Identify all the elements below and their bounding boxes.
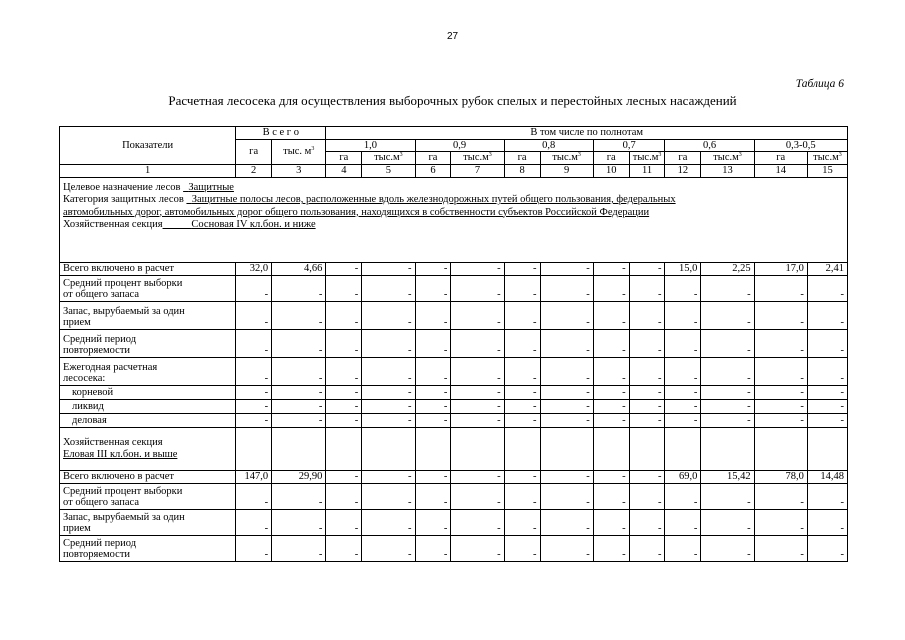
cell-value: - — [629, 301, 665, 329]
cell-value: - — [754, 535, 807, 561]
cell-value: 15,42 — [701, 470, 754, 483]
cell-value: - — [326, 357, 362, 385]
cell-value: - — [629, 413, 665, 427]
cell-value: - — [415, 483, 451, 509]
cell-value: - — [629, 385, 665, 399]
column-number: 11 — [629, 164, 665, 177]
cell-value: - — [326, 399, 362, 413]
cell-value: - — [415, 357, 451, 385]
cell-value: - — [451, 535, 504, 561]
cell-value: - — [272, 509, 326, 535]
table-row — [60, 399, 848, 413]
table-row — [60, 301, 848, 329]
cell-value: 4,66 — [272, 262, 326, 275]
cell-value: - — [701, 301, 754, 329]
cell-value: - — [415, 399, 451, 413]
cell-value: - — [629, 509, 665, 535]
empty-cell — [754, 427, 807, 470]
column-number: 8 — [504, 164, 540, 177]
cell-value: - — [504, 470, 540, 483]
cell-value: - — [272, 329, 326, 357]
cell-value: - — [451, 385, 504, 399]
cell-value: - — [236, 357, 272, 385]
cell-value: - — [326, 329, 362, 357]
cell-value: - — [504, 357, 540, 385]
column-number: 13 — [701, 164, 754, 177]
row-label: Всего включено в расчет — [60, 262, 236, 275]
column-number: 7 — [451, 164, 504, 177]
cell-value: 15,0 — [665, 262, 701, 275]
cell-value: - — [236, 509, 272, 535]
cell-value: 78,0 — [754, 470, 807, 483]
table-row — [60, 385, 848, 399]
column-number: 12 — [665, 164, 701, 177]
cell-value: - — [326, 275, 362, 301]
cell-value: - — [540, 357, 593, 385]
cell-value: - — [701, 399, 754, 413]
cell-value: 32,0 — [236, 262, 272, 275]
cell-value: - — [754, 509, 807, 535]
empty-cell — [629, 427, 665, 470]
row-label: корневой — [60, 385, 236, 399]
cell-value: - — [272, 301, 326, 329]
row-label: Запас, вырубаемый за один прием — [60, 301, 236, 329]
header-unit-ha: га — [593, 152, 629, 165]
cell-value: - — [754, 483, 807, 509]
table-row — [60, 357, 848, 385]
cell-value: - — [362, 262, 415, 275]
cell-value: - — [540, 301, 593, 329]
cell-value: - — [504, 329, 540, 357]
cell-value: - — [362, 399, 415, 413]
cell-value: - — [807, 385, 847, 399]
cell-value: - — [451, 301, 504, 329]
cell-value: 2,41 — [807, 262, 847, 275]
empty-cell — [451, 427, 504, 470]
cell-value: 29,90 — [272, 470, 326, 483]
cell-value: - — [362, 385, 415, 399]
cell-value: - — [701, 509, 754, 535]
column-number: 6 — [415, 164, 451, 177]
header-density-2: 0,8 — [504, 139, 593, 152]
cell-value: - — [701, 483, 754, 509]
cell-value: - — [326, 385, 362, 399]
column-number: 4 — [326, 164, 362, 177]
cell-value: - — [665, 275, 701, 301]
header-density-0: 1,0 — [326, 139, 415, 152]
cell-value: - — [807, 399, 847, 413]
cell-value: - — [701, 385, 754, 399]
cell-value: - — [326, 470, 362, 483]
header-unit-ha: га — [415, 152, 451, 165]
cell-value: - — [807, 357, 847, 385]
cell-value: - — [754, 357, 807, 385]
cell-value: - — [807, 535, 847, 561]
header-unit-volume: $тыс.м^3$ — [451, 152, 504, 165]
cell-value: - — [504, 301, 540, 329]
row-label: Ежегодная расчетная лесосека: — [60, 357, 236, 385]
cell-value: - — [415, 262, 451, 275]
row-label: ликвид — [60, 399, 236, 413]
header-total-ha: га — [236, 139, 272, 164]
section-header: Хозяйственная секция Еловая III кл.бон. и выше — [60, 427, 236, 470]
cell-value: - — [593, 399, 629, 413]
cell-value: - — [754, 385, 807, 399]
empty-cell — [701, 427, 754, 470]
empty-cell — [362, 427, 415, 470]
header-density-3: 0,7 — [593, 139, 665, 152]
cell-value: - — [665, 329, 701, 357]
cell-value: - — [272, 399, 326, 413]
empty-cell — [665, 427, 701, 470]
cell-value: - — [504, 535, 540, 561]
cell-value: - — [593, 509, 629, 535]
cell-value: - — [593, 535, 629, 561]
cell-value: - — [326, 413, 362, 427]
cell-value: - — [451, 329, 504, 357]
cell-value: - — [236, 385, 272, 399]
cell-value: - — [326, 535, 362, 561]
header-indicators: Показатели — [60, 127, 236, 165]
cell-value: - — [629, 535, 665, 561]
cell-value: - — [593, 329, 629, 357]
cell-value: - — [504, 275, 540, 301]
cell-value: - — [754, 329, 807, 357]
cell-value: - — [540, 483, 593, 509]
cell-value: - — [272, 275, 326, 301]
cell-value: - — [451, 399, 504, 413]
cell-value: - — [362, 301, 415, 329]
column-number: 14 — [754, 164, 807, 177]
cell-value: - — [451, 275, 504, 301]
cell-value: - — [540, 329, 593, 357]
cell-value: - — [629, 470, 665, 483]
table-row — [60, 509, 848, 535]
row-label: Всего включено в расчет — [60, 470, 236, 483]
cell-value: - — [807, 329, 847, 357]
cell-value: - — [326, 262, 362, 275]
cell-value: - — [451, 357, 504, 385]
cell-value: - — [362, 535, 415, 561]
cell-value: - — [754, 399, 807, 413]
table-row — [60, 413, 848, 427]
column-number: 2 — [236, 164, 272, 177]
cell-value: - — [272, 413, 326, 427]
cell-value: - — [665, 357, 701, 385]
cell-value: - — [629, 329, 665, 357]
cell-value: - — [540, 262, 593, 275]
cell-value: - — [272, 357, 326, 385]
empty-cell — [593, 427, 629, 470]
header-unit-ha: га — [326, 152, 362, 165]
cell-value: - — [807, 509, 847, 535]
cell-value: - — [415, 275, 451, 301]
empty-cell — [415, 427, 451, 470]
cell-value: - — [540, 470, 593, 483]
cell-value: - — [754, 301, 807, 329]
cell-value: - — [593, 357, 629, 385]
cell-value: - — [326, 483, 362, 509]
cell-value: - — [415, 413, 451, 427]
table-row — [60, 470, 848, 483]
cell-value: - — [504, 385, 540, 399]
header-unit-ha: га — [504, 152, 540, 165]
cell-value: - — [504, 399, 540, 413]
table-row — [60, 262, 848, 275]
table-row — [60, 483, 848, 509]
cell-value: - — [807, 413, 847, 427]
cell-value: - — [701, 413, 754, 427]
table-row — [60, 535, 848, 561]
table-row — [60, 275, 848, 301]
header-unit-volume: $тыс.м^3$ — [807, 152, 847, 165]
cell-value: - — [629, 483, 665, 509]
column-number: 15 — [807, 164, 847, 177]
empty-cell — [272, 427, 326, 470]
cell-value: - — [665, 509, 701, 535]
cell-value: - — [272, 385, 326, 399]
allowable-cut-table — [59, 126, 848, 562]
header-unit-volume: $тыс.м^3$ — [701, 152, 754, 165]
cell-value: - — [451, 413, 504, 427]
cell-value: - — [236, 301, 272, 329]
cell-value: - — [272, 483, 326, 509]
cell-value: - — [593, 483, 629, 509]
header-unit-ha: га — [754, 152, 807, 165]
cell-value: - — [504, 413, 540, 427]
header-density-1: 0,9 — [415, 139, 504, 152]
cell-value: - — [665, 483, 701, 509]
page-number: 27 — [446, 31, 459, 42]
cell-value: - — [504, 262, 540, 275]
cell-value: - — [754, 275, 807, 301]
cell-value: - — [451, 262, 504, 275]
cell-value: - — [415, 535, 451, 561]
table-label: Таблица 6 — [795, 78, 844, 90]
row-label: Средний период повторяемости — [60, 329, 236, 357]
cell-value: - — [540, 535, 593, 561]
cell-value: - — [701, 357, 754, 385]
cell-value: - — [701, 329, 754, 357]
empty-cell — [807, 427, 847, 470]
header-unit-ha: га — [665, 152, 701, 165]
cell-value: - — [362, 329, 415, 357]
cell-value: - — [451, 470, 504, 483]
cell-value: - — [540, 509, 593, 535]
cell-value: - — [326, 509, 362, 535]
cell-value: - — [451, 483, 504, 509]
empty-cell — [326, 427, 362, 470]
header-unit-volume: $тыс.м^3$ — [362, 152, 415, 165]
cell-value: - — [807, 275, 847, 301]
cell-value: 69,0 — [665, 470, 701, 483]
cell-value: - — [362, 470, 415, 483]
cell-value: - — [593, 275, 629, 301]
empty-cell — [236, 427, 272, 470]
cell-value: - — [236, 275, 272, 301]
section-header: Целевое назначение лесов Защитные Категория защитных лесов Защитные полосы лесов, расположенные вдоль железнодорожных путей общего пользования, федеральных автомобильных дорог, автомобильных дорог общего пользования, находящихся в собственности субъектов Российской Федерации Хозяйственная секция Сосновая IV кл.бон. и ниже — [60, 177, 848, 262]
cell-value: - — [236, 329, 272, 357]
cell-value: - — [593, 470, 629, 483]
cell-value: - — [629, 275, 665, 301]
cell-value: - — [415, 329, 451, 357]
cell-value: - — [415, 301, 451, 329]
page-title: Расчетная лесосека для осуществления выборочных рубок спелых и перестойных лесных насаждений — [168, 93, 737, 108]
column-number: 5 — [362, 164, 415, 177]
column-number: 10 — [593, 164, 629, 177]
row-label: Запас, вырубаемый за один прием — [60, 509, 236, 535]
header-total: В с е г о — [236, 127, 326, 140]
table-row — [60, 329, 848, 357]
cell-value: - — [236, 483, 272, 509]
cell-value: - — [807, 483, 847, 509]
cell-value: - — [236, 535, 272, 561]
cell-value: 17,0 — [754, 262, 807, 275]
cell-value: - — [665, 301, 701, 329]
cell-value: 147,0 — [236, 470, 272, 483]
cell-value: - — [272, 535, 326, 561]
cell-value: - — [540, 413, 593, 427]
cell-value: - — [593, 413, 629, 427]
column-number: 1 — [60, 164, 236, 177]
cell-value: - — [701, 535, 754, 561]
empty-cell — [504, 427, 540, 470]
cell-value: - — [451, 509, 504, 535]
cell-value: - — [540, 385, 593, 399]
header-unit-volume: $тыс.м^3$ — [629, 152, 665, 165]
cell-value: - — [236, 399, 272, 413]
row-label: Средний процент выборки от общего запаса — [60, 483, 236, 509]
cell-value: - — [754, 413, 807, 427]
cell-value: - — [665, 399, 701, 413]
header-total-volume: тыс. $м^3$ — [272, 139, 326, 164]
row-label: Средний период повторяемости — [60, 535, 236, 561]
cell-value: - — [362, 509, 415, 535]
cell-value: - — [362, 275, 415, 301]
cell-value: - — [807, 301, 847, 329]
cell-value: - — [540, 275, 593, 301]
cell-value: - — [701, 275, 754, 301]
header-density-5: 0,3-0,5 — [754, 139, 847, 152]
cell-value: - — [540, 399, 593, 413]
cell-value: - — [665, 535, 701, 561]
cell-value: - — [415, 509, 451, 535]
empty-cell — [540, 427, 593, 470]
column-number: 9 — [540, 164, 593, 177]
cell-value: - — [362, 483, 415, 509]
header-including: В том числе по полнотам — [326, 127, 848, 140]
cell-value: - — [326, 301, 362, 329]
cell-value: - — [665, 413, 701, 427]
cell-value: - — [362, 413, 415, 427]
cell-value: - — [504, 483, 540, 509]
cell-value: - — [415, 385, 451, 399]
cell-value: - — [629, 399, 665, 413]
cell-value: - — [665, 385, 701, 399]
row-label: Средний процент выборки от общего запаса — [60, 275, 236, 301]
header-unit-volume: $тыс.м^3$ — [540, 152, 593, 165]
header-density-4: 0,6 — [665, 139, 754, 152]
cell-value: - — [593, 262, 629, 275]
cell-value: - — [415, 470, 451, 483]
cell-value: - — [236, 413, 272, 427]
cell-value: 2,25 — [701, 262, 754, 275]
cell-value: - — [629, 357, 665, 385]
column-number: 3 — [272, 164, 326, 177]
cell-value: 14,48 — [807, 470, 847, 483]
cell-value: - — [504, 509, 540, 535]
cell-value: - — [629, 262, 665, 275]
cell-value: - — [593, 301, 629, 329]
cell-value: - — [362, 357, 415, 385]
row-label: деловая — [60, 413, 236, 427]
cell-value: - — [593, 385, 629, 399]
